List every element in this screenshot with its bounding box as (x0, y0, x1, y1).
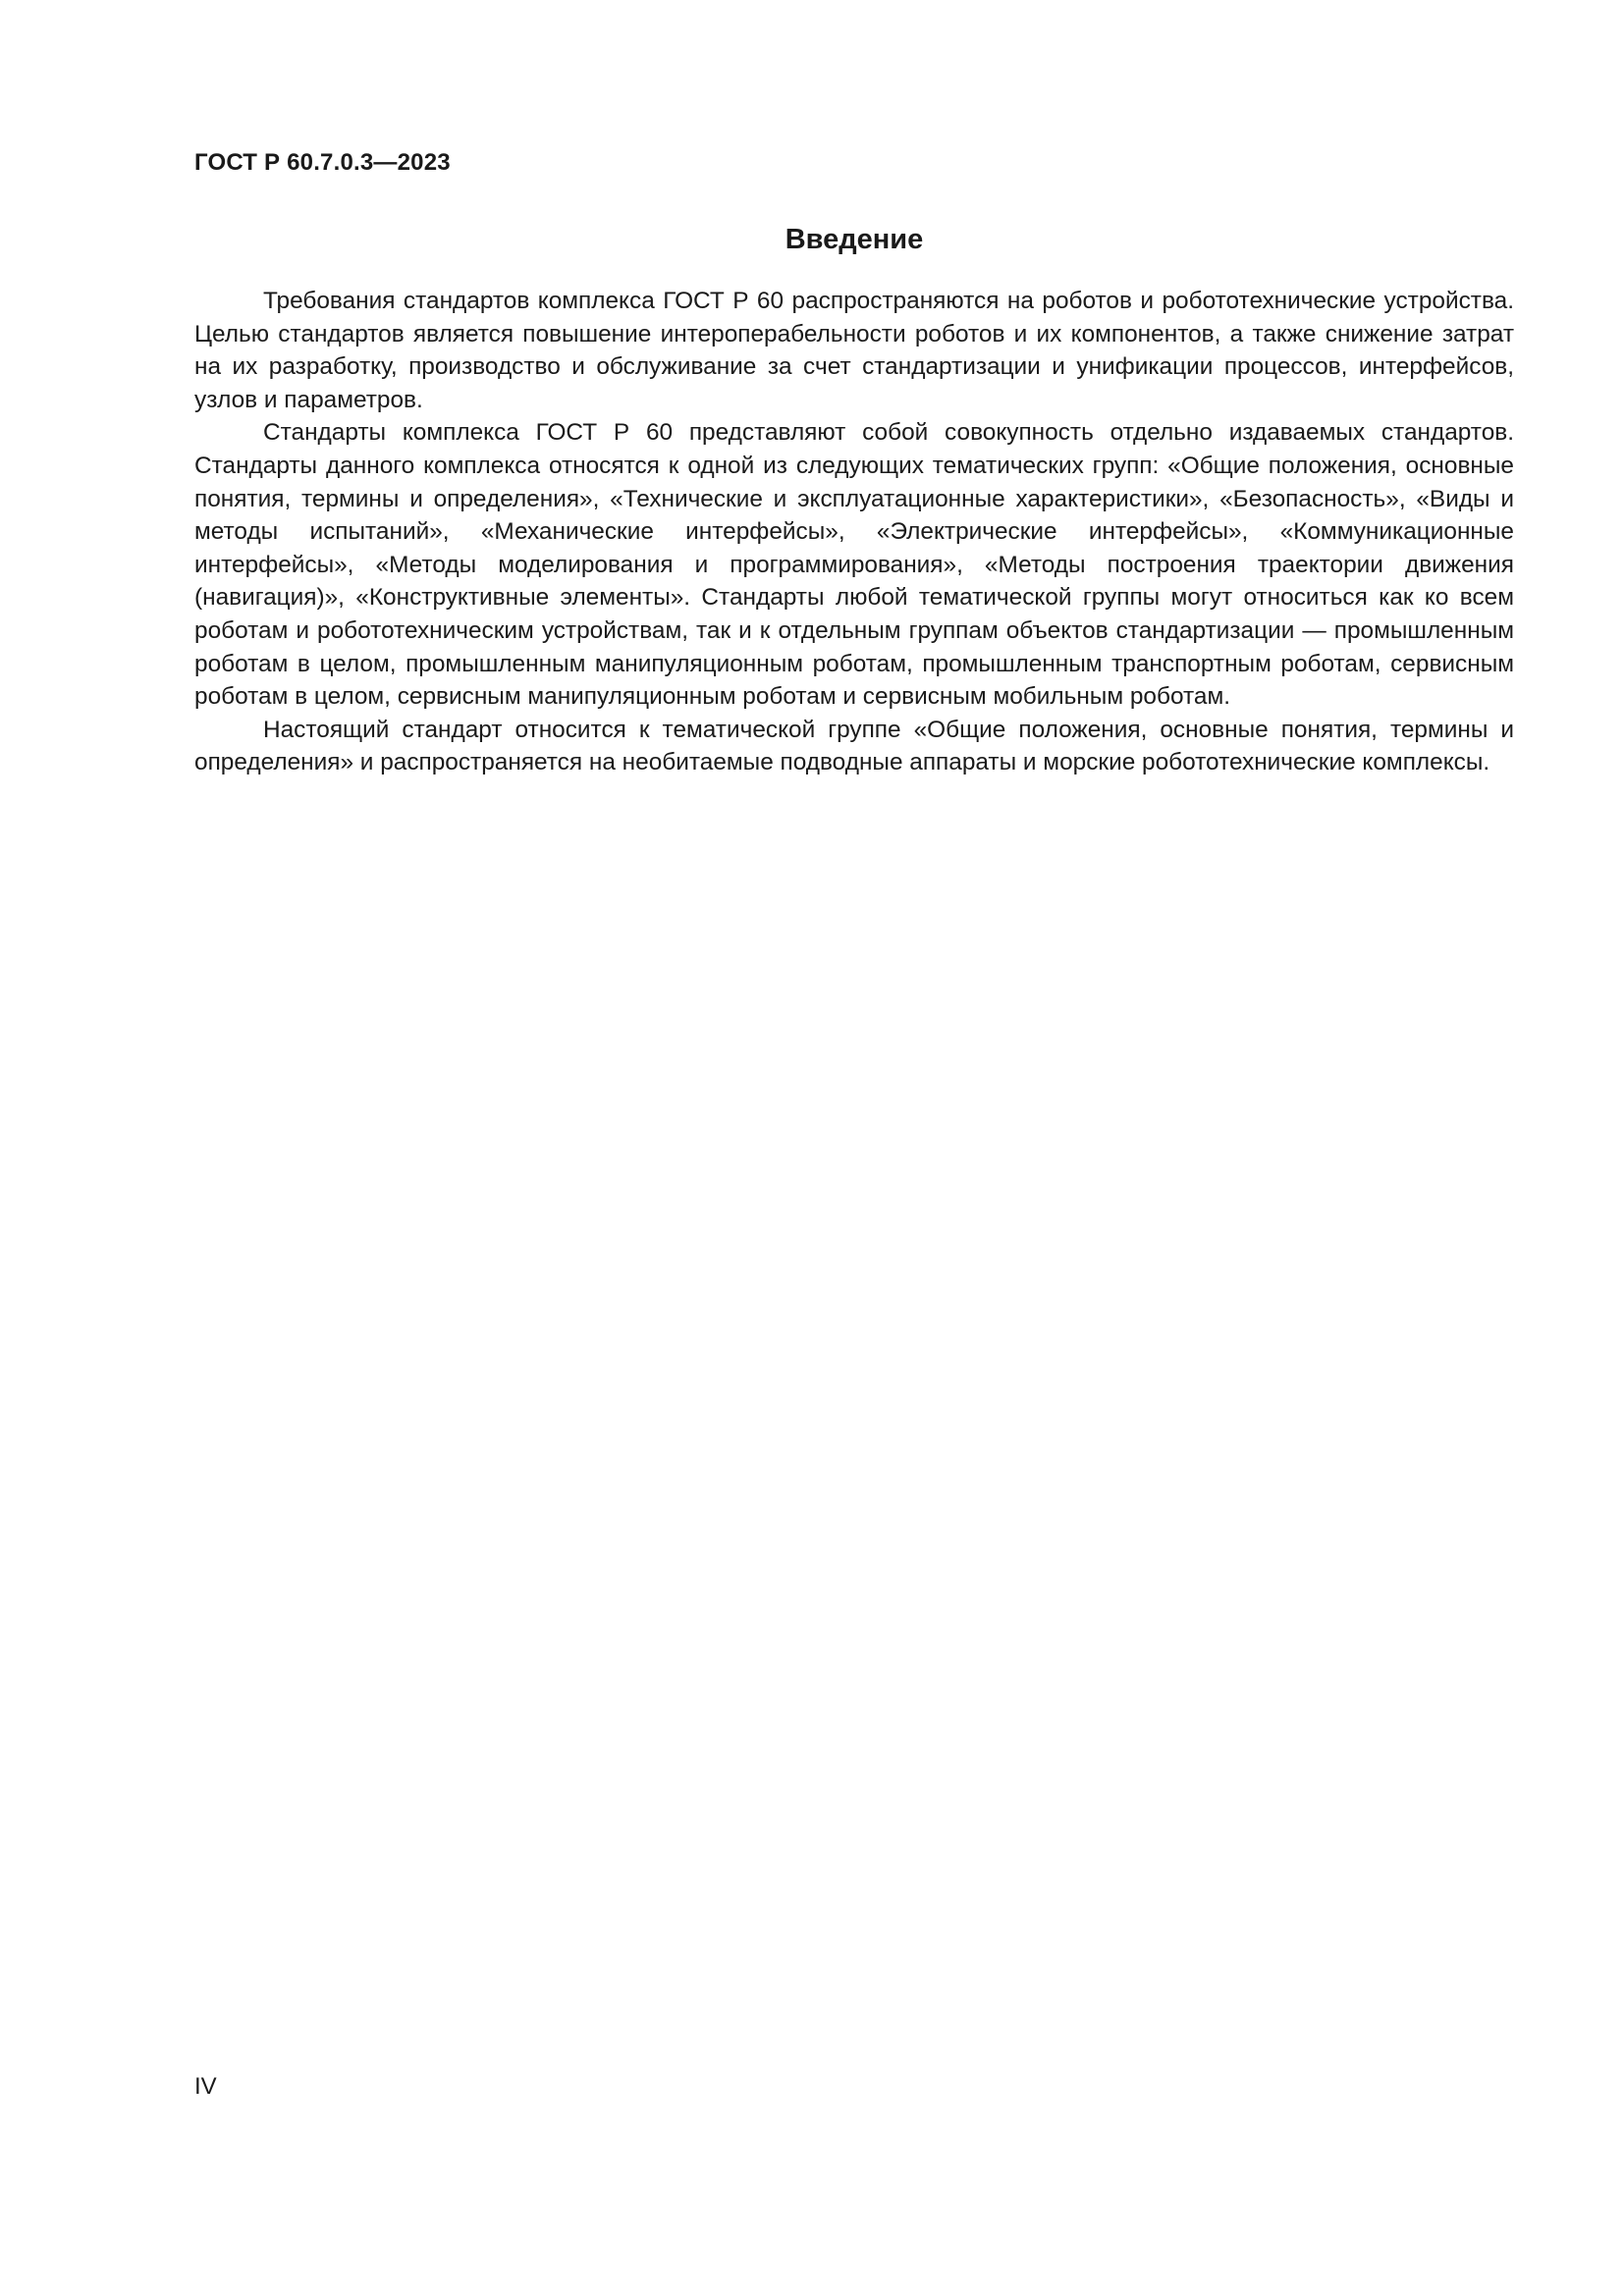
section-title: Введение (785, 224, 924, 255)
paragraph: Настоящий стандарт относится к тематической группе «Общие положения, основные понятия, термины и определения» и распространяется на необитаемые подводные аппараты и морские робототехнические комплексы. (194, 716, 1514, 776)
body-text (194, 285, 1514, 779)
page-number: IV (194, 2073, 217, 2100)
paragraph: Требования стандартов комплекса ГОСТ Р 60 распространяются на роботов и робототехнические устройства. Целью стандартов является повышение интероперабельности роботов и их компонентов, а также снижение затрат на их разработку, производство и обслуживание за счет стандартизации и унификации процессов, интерфейсов, узлов и параметров. (194, 288, 1514, 413)
paragraph: Стандарты комплекса ГОСТ Р 60 представляют собой совокупность отдельно издаваемых стандартов. Стандарты данного комплекса относятся к одной из следующих тематических групп: «Общие положения, основные понятия, термины и определения», «Технические и эксплуатационные характеристики», «Безопасность», «Виды и методы испытаний», «Механические интерфейсы», «Электрические интерфейсы», «Коммуникационные интерфейсы», «Методы моделирования и программирования», «Методы построения траектории движения (навигация)», «Конструктивные элементы». Стандарты любой тематической группы могут относиться как ко всем роботам и робототехническим устройствам, так и к отдельным группам объектов стандартизации — промышленным роботам в целом, промышленным манипуляционным роботам, промышленным транспортным роботам, сервисным роботам в целом, сервисным манипуляционным роботам и сервисным мобильным роботам. (194, 419, 1514, 711)
standard-id-header: ГОСТ Р 60.7.0.3—2023 (194, 149, 451, 176)
